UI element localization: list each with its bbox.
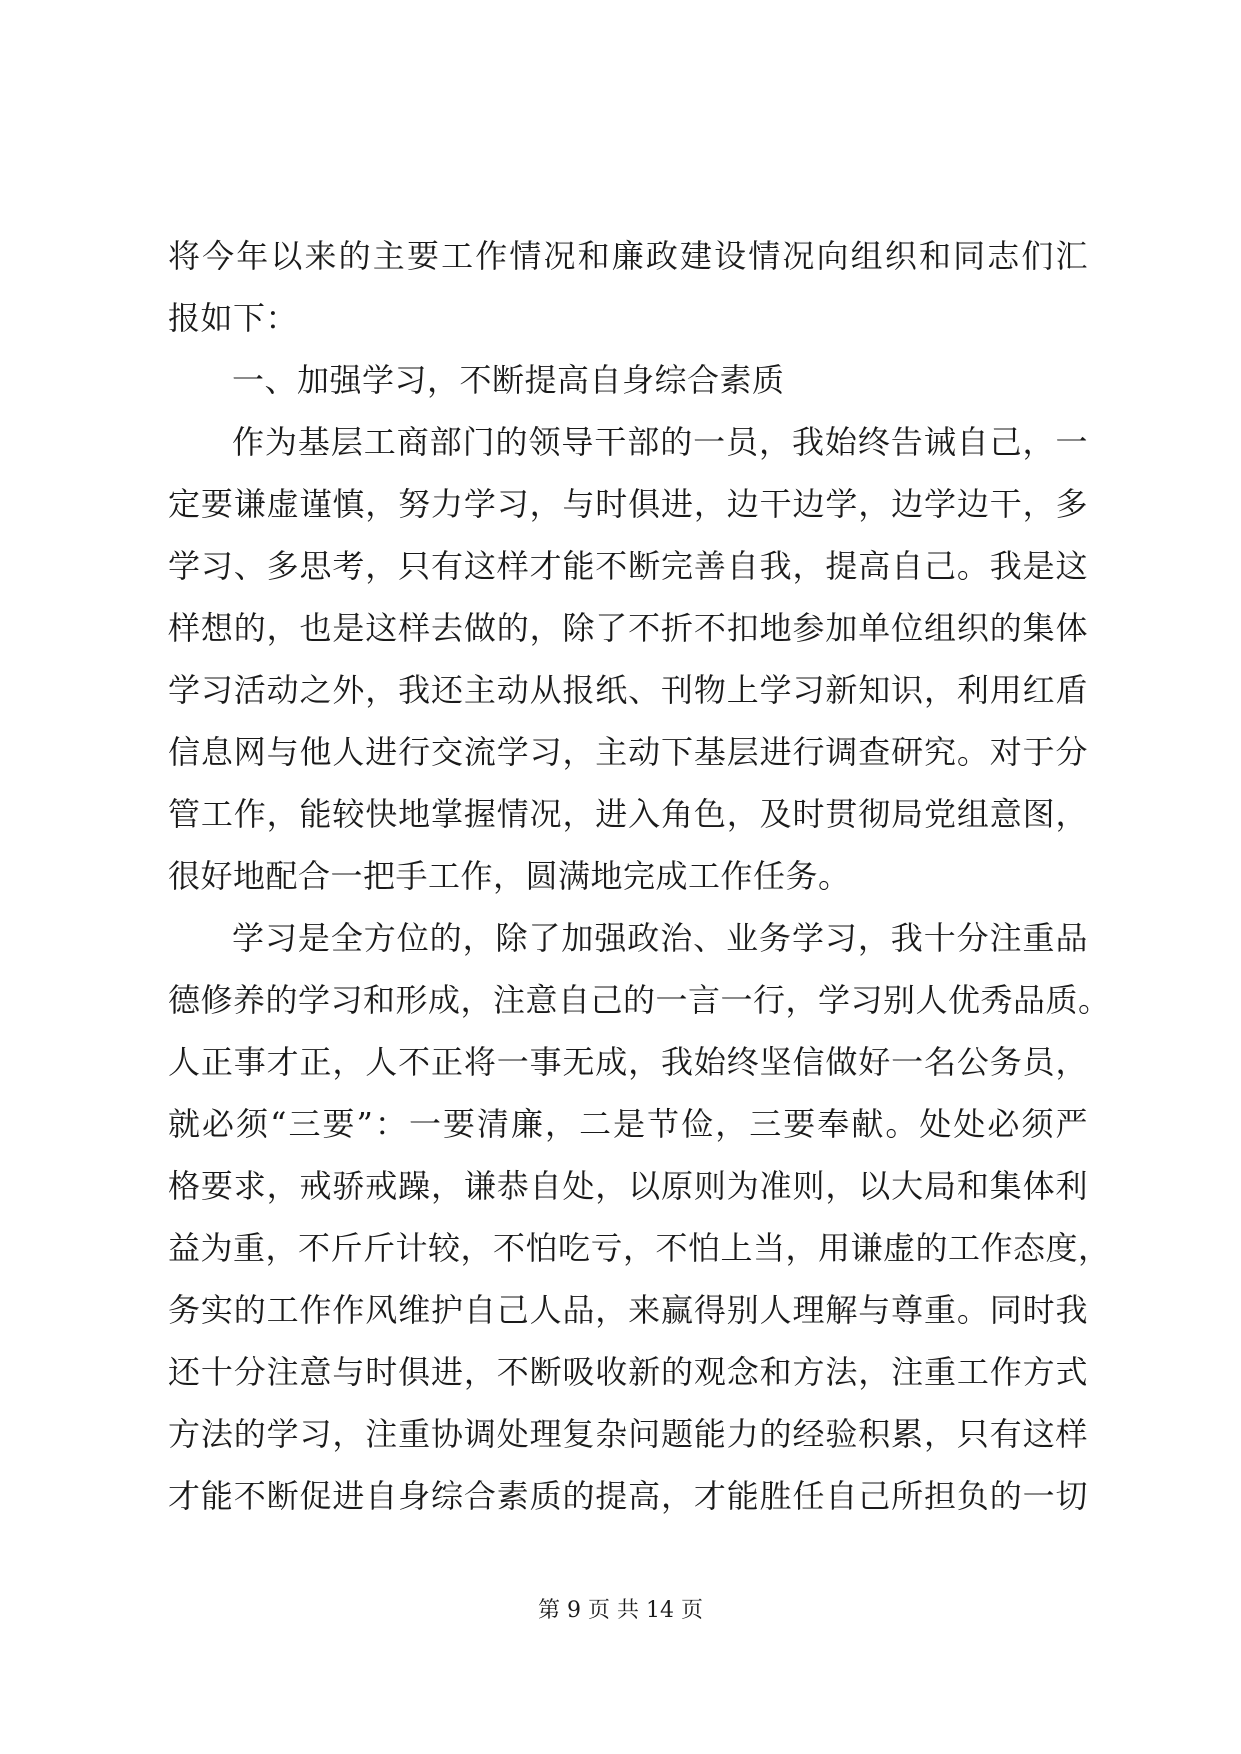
text-line: 学习是全方位的，除了加强政治、业务学习，我十分注重品 bbox=[232, 919, 1088, 957]
text-line: 才能不断促进自身综合素质的提高，才能胜任自己所担负的一切 bbox=[168, 1477, 1088, 1515]
text-line: 人正事才正，人不正将一事无成，我始终坚信做好一名公务员， bbox=[168, 1043, 1088, 1081]
page-footer: 第 9 页 共 14 页 bbox=[538, 1598, 703, 1623]
text-line: 就必须“三要”：一要清廉，二是节俭，三要奉献。处处必须严 bbox=[168, 1105, 1088, 1143]
text-line: 还十分注意与时俱进，不断吸收新的观念和方法，注重工作方式 bbox=[168, 1353, 1088, 1391]
text-line: 德修养的学习和形成，注意自己的一言一行，学习别人优秀品质。 bbox=[168, 981, 1111, 1019]
text-line: 作为基层工商部门的领导干部的一员，我始终告诫自己，一 bbox=[232, 423, 1088, 461]
text-line: 方法的学习，注重协调处理复杂问题能力的经验积累，只有这样 bbox=[168, 1415, 1088, 1453]
text-line: 务实的工作作风维护自己人品，来赢得别人理解与尊重。同时我 bbox=[168, 1291, 1088, 1329]
text-line: 一、加强学习，不断提高自身综合素质 bbox=[232, 361, 785, 399]
text-line: 将今年以来的主要工作情况和廉政建设情况向组织和同志们汇 bbox=[168, 237, 1088, 275]
text-line: 格要求，戒骄戒躁，谦恭自处，以原则为准则，以大局和集体利 bbox=[168, 1167, 1088, 1205]
text-line: 报如下： bbox=[168, 299, 299, 337]
text-line: 信息网与他人进行交流学习，主动下基层进行调查研究。对于分 bbox=[168, 733, 1088, 771]
text-line: 定要谦虚谨慎，努力学习，与时俱进，边干边学，边学边干，多 bbox=[168, 485, 1088, 523]
text-line: 管工作，能较快地掌握情况，进入角色，及时贯彻局党组意图， bbox=[168, 795, 1088, 833]
text-line: 益为重，不斤斤计较，不怕吃亏，不怕上当，用谦虚的工作态度， bbox=[168, 1229, 1111, 1267]
text-line: 学习、多思考，只有这样才能不断完善自我，提高自己。我是这 bbox=[168, 547, 1088, 585]
text-line: 学习活动之外，我还主动从报纸、刊物上学习新知识，利用红盾 bbox=[168, 671, 1088, 709]
body-text bbox=[168, 225, 1111, 1527]
text-line: 很好地配合一把手工作，圆满地完成工作任务。 bbox=[168, 857, 851, 895]
text-line: 样想的，也是这样去做的，除了不折不扣地参加单位组织的集体 bbox=[168, 609, 1088, 647]
